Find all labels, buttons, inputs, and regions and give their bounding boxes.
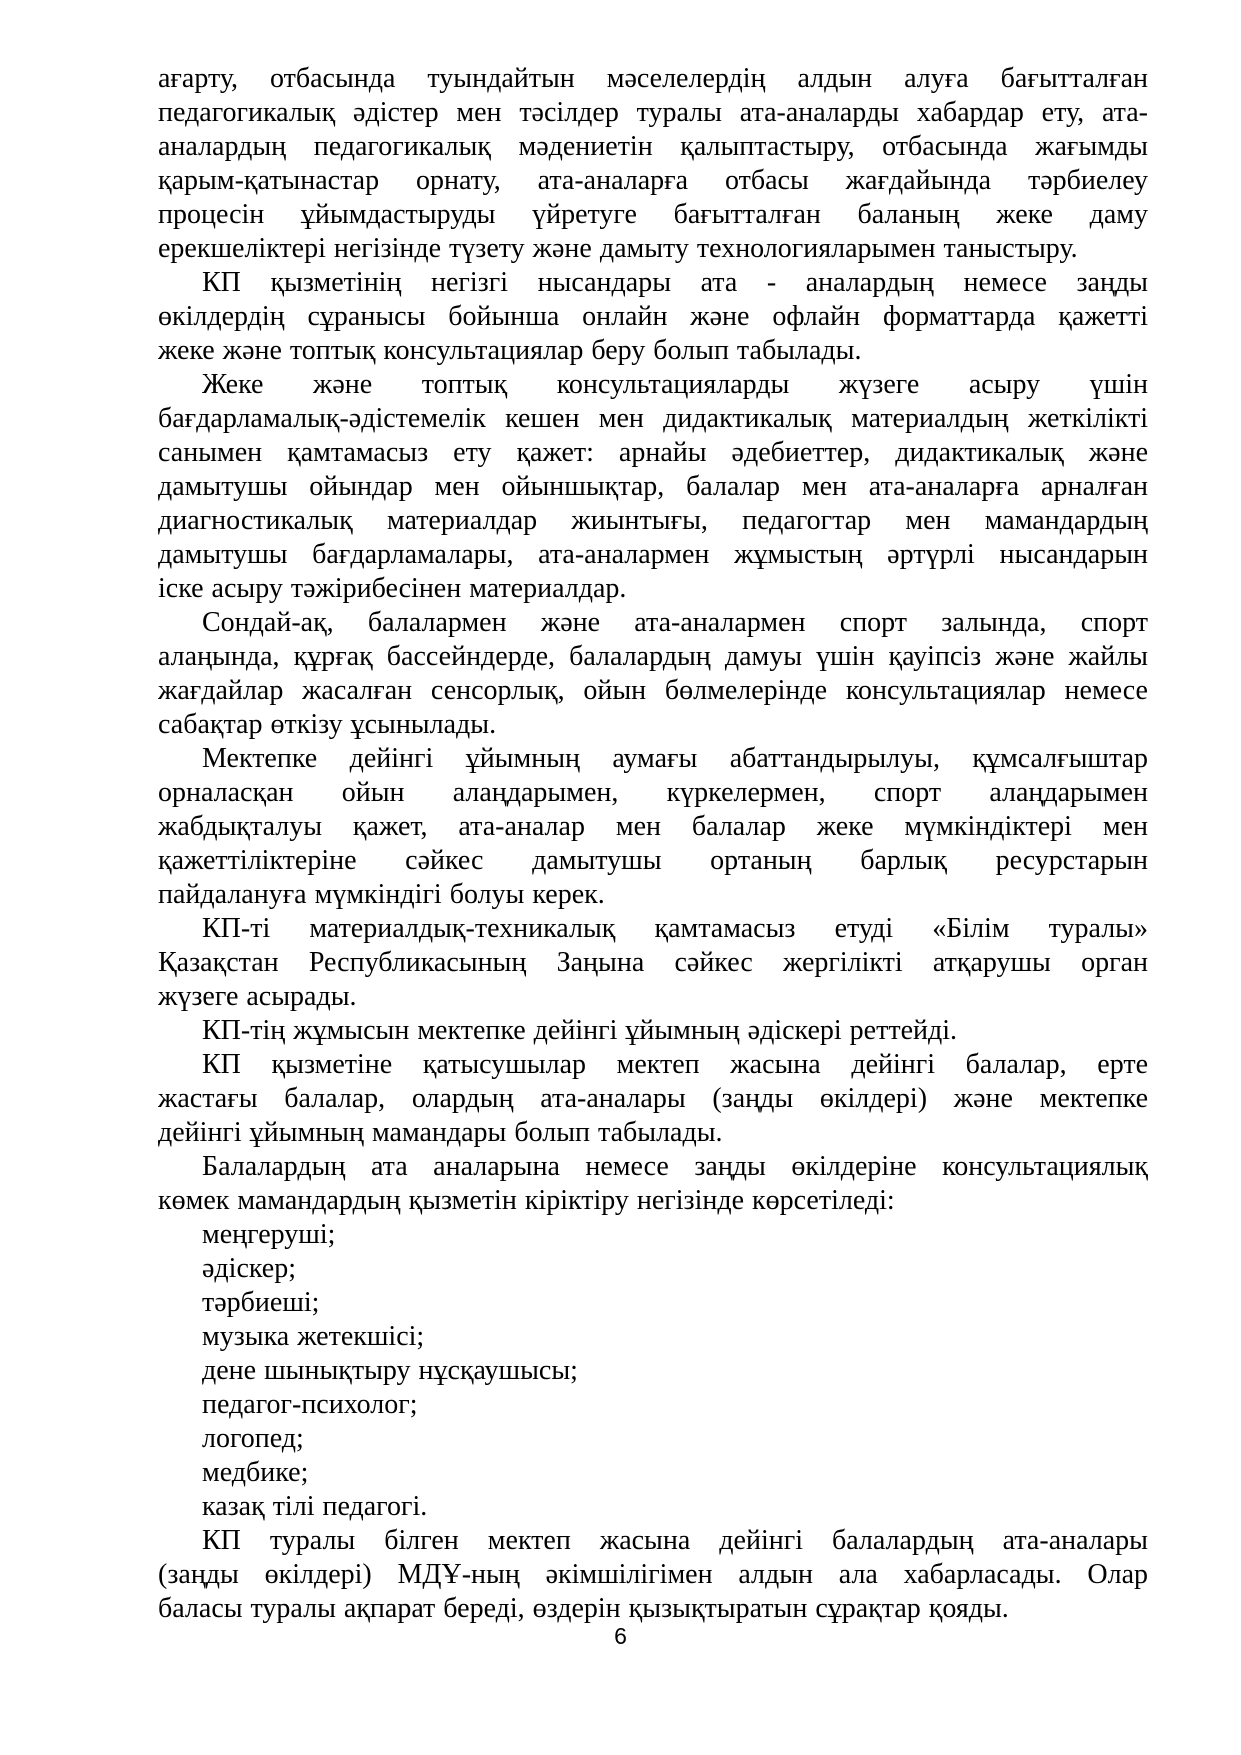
text-line: бағдарламалық-әдістемелік кешен мен дидактикалық материалдың жеткілікті xyxy=(158,403,1148,434)
text-line: тәрбиеші; xyxy=(202,1287,320,1318)
text-line: көмек мамандардың қызметін кіріктіру негізінде көрсетіледі: xyxy=(158,1185,895,1216)
text-line: КП қызметінің негізгі нысандары ата - аналардың немесе заңды xyxy=(202,267,1148,298)
text-line: баласы туралы ақпарат береді, өздерін қызықтыратын сұрақтар қояды. xyxy=(158,1593,1009,1624)
text-line: дамытушы ойындар мен ойыншықтар, балалар мен ата-аналарға арналған xyxy=(158,471,1148,502)
text-line: әдіскер; xyxy=(202,1253,296,1284)
text-line: процесін ұйымдастыруды үйретуге бағытталған баланың жеке даму xyxy=(158,199,1148,230)
text-line: жеке және топтық консультациялар беру болып табылады. xyxy=(158,335,862,366)
text-line: диагностикалық материалдар жиынтығы, педагогтар мен мамандардың xyxy=(158,505,1148,536)
text-line: Мектепке дейінгі ұйымның аумағы абаттандырылуы, құмсалғыштар xyxy=(202,743,1148,774)
text-line: аналардың педагогикалық мәдениетін қалыптастыру, отбасында жағымды xyxy=(158,131,1148,162)
text-line: музыка жетекшісі; xyxy=(202,1321,425,1352)
text-line: педагогикалық әдістер мен тәсілдер туралы ата-аналарды хабардар ету, ата- xyxy=(158,97,1148,128)
text-line: дене шынықтыру нұсқаушысы; xyxy=(202,1355,578,1386)
text-line: Қазақстан Республикасының Заңына сәйкес жергілікті атқарушы орган xyxy=(158,947,1148,978)
text-line: логопед; xyxy=(202,1423,304,1454)
text-line: медбике; xyxy=(202,1457,309,1488)
text-line: ерекшеліктері негізінде түзету және дамыту технологияларымен таныстыру. xyxy=(158,233,1078,264)
text-line: КП туралы білген мектеп жасына дейінгі балалардың ата-аналары xyxy=(202,1525,1148,1556)
page-number: 6 xyxy=(614,1623,627,1649)
text-line: КП-тің жұмысын мектепке дейінгі ұйымның әдіскері реттейді. xyxy=(202,1015,957,1046)
text-line: қажеттіліктеріне сәйкес дамытушы ортаның барлық ресурстарын xyxy=(158,845,1148,876)
text-line: дейінгі ұйымның мамандары болып табылады. xyxy=(158,1117,723,1148)
text-line: іске асыру тәжірибесінен материалдар. xyxy=(158,573,627,604)
text-line: казақ тілі педагогі. xyxy=(202,1491,428,1522)
text-line: жастағы балалар, олардың ата-аналары (заңды өкілдері) және мектепке xyxy=(158,1083,1148,1114)
text-line: жүзеге асырады. xyxy=(158,981,357,1012)
text-line: қарым-қатынастар орнату, ата-аналарға отбасы жағдайында тәрбиелеу xyxy=(158,165,1148,196)
text-line: Жеке және топтық консультацияларды жүзеге асыру үшін xyxy=(202,369,1148,400)
text-line: санымен қамтамасыз ету қажет: арнайы әдебиеттер, дидактикалық және xyxy=(158,437,1148,468)
text-line: педагог-психолог; xyxy=(202,1389,418,1420)
text-line: орналасқан ойын алаңдарымен, күркелермен, спорт алаңдарымен xyxy=(158,777,1148,808)
text-line: Сондай-ақ, балалармен және ата-аналармен спорт залында, спорт xyxy=(202,607,1148,638)
document-body xyxy=(158,62,1148,1626)
text-line: (заңды өкілдері) МДҰ-ның әкімшілігімен алдын ала хабарласады. Олар xyxy=(158,1559,1148,1590)
text-line: өкілдердің сұранысы бойынша онлайн және офлайн форматтарда қажетті xyxy=(158,301,1148,332)
text-line: ағарту, отбасында туындайтын мәселелердің алдын алуға бағытталған xyxy=(158,63,1148,94)
text-line: меңгеруші; xyxy=(202,1219,336,1250)
text-line: КП қызметіне қатысушылар мектеп жасына дейінгі балалар, ерте xyxy=(202,1049,1148,1080)
text-line: алаңында, құрғақ бассейндерде, балалардың дамуы үшін қауіпсіз және жайлы xyxy=(158,641,1148,672)
text-line: дамытушы бағдарламалары, ата-аналармен жұмыстың әртүрлі нысандарын xyxy=(158,539,1148,570)
text-line: сабақтар өткізу ұсынылады. xyxy=(158,709,497,740)
text-line: жағдайлар жасалған сенсорлық, ойын бөлмелерінде консультациялар немесе xyxy=(158,675,1148,706)
text-line: Балалардың ата аналарына немесе заңды өкілдеріне консультациялық xyxy=(202,1151,1148,1182)
text-line: КП-ті материалдық-техникалық қамтамасыз етуді «Білім туралы» xyxy=(202,913,1148,944)
text-line: жабдықталуы қажет, ата-аналар мен балалар жеке мүмкіндіктері мен xyxy=(158,811,1148,842)
text-line: пайдалануға мүмкіндігі болуы керек. xyxy=(158,879,605,910)
